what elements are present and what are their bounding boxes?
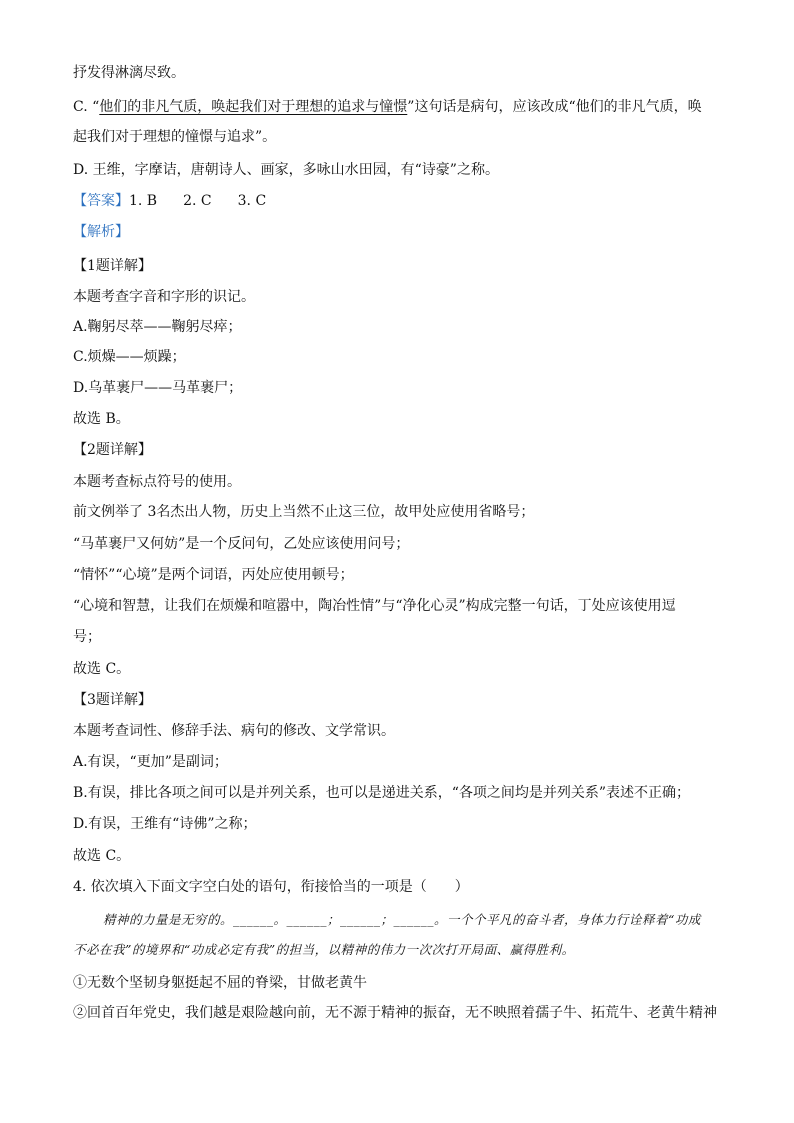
option-d-line: D. 王维，字摩诘，唐朝诗人、画家，多咏山水田园，有“诗豪”之称。 xyxy=(73,162,499,178)
text-line: A.鞠躬尽萃——鞠躬尽瘁； xyxy=(73,319,242,335)
text-line: 号； xyxy=(73,629,101,645)
text-line: D.有误，王维有“诗佛”之称； xyxy=(73,816,257,832)
passage-line: 精神的力量是无穷的。______。______；______；______。一个个平凡的奋斗者，身体力行诠释着“功成 xyxy=(103,912,701,927)
text-line: D.乌革裹尸——马革裹尸； xyxy=(73,380,243,396)
section-heading-3: 【3题详解】 xyxy=(73,692,152,708)
option-c-suffix: ”这句话是病句，应该改成“他们的非凡气质，唤 xyxy=(407,99,702,115)
text-line: 本题考查字音和字形的识记。 xyxy=(73,289,255,305)
passage-line: 不必在我”的境界和“功成必定有我”的担当，以精神的伟力一次次打开局面、赢得胜利。 xyxy=(73,942,575,957)
text-line: “情怀”“心境”是两个词语，丙处应使用顿号； xyxy=(73,567,354,583)
text-line: 前文例举了 3名杰出人物，历史上当然不止这三位，故甲处应使用省略号； xyxy=(73,504,535,520)
text-line: A.有误，“更加”是副词； xyxy=(73,754,228,770)
text-line: 故选 C。 xyxy=(73,848,131,864)
section-heading-2: 【2题详解】 xyxy=(73,442,152,458)
option-line: ②回首百年党史，我们越是艰险越向前，无不源于精神的振奋，无不映照着孺子牛、拓荒牛、老黄牛精神 xyxy=(73,1005,717,1021)
analysis-heading: 【解析】 xyxy=(73,224,129,240)
text-line: C.烦燥——烦躁； xyxy=(73,349,186,365)
text-line: “心境和智慧，让我们在烦燥和喧嚣中，陶冶性情”与“净化心灵”构成完整一句话，丁处应该使用逗 xyxy=(73,598,676,614)
text-line: 故选 B。 xyxy=(73,411,130,427)
text-line: 本题考查标点符号的使用。 xyxy=(73,474,241,490)
answer-tag: 【答案】 xyxy=(73,193,129,209)
text-line: “马革裹尸又何妨”是一个反问句，乙处应该使用问号； xyxy=(73,536,410,552)
answer-line xyxy=(73,191,723,211)
answer-3: 3. C xyxy=(237,193,267,209)
text-line: 故选 C。 xyxy=(73,661,131,677)
text-line: 起我们对于理想的憧憬与追求”。 xyxy=(73,129,277,145)
answer-2: 2. C xyxy=(183,193,212,209)
option-line: ①无数个坚韧身躯挺起不屈的脊梁，甘做老黄牛 xyxy=(73,975,367,991)
option-c-line xyxy=(73,97,723,117)
underlined-sentence: 他们的非凡气质，唤起我们对于理想的追求与憧憬 xyxy=(99,99,408,115)
text-line: 本题考查词性、修辞手法、病句的修改、文学常识。 xyxy=(73,723,395,739)
section-heading-1: 【1题详解】 xyxy=(73,258,152,274)
answer-1: 1. B xyxy=(129,193,158,209)
option-c-prefix: C. “ xyxy=(73,99,100,115)
text-line: 抒发得淋漓尽致。 xyxy=(73,65,185,81)
text-line: B.有误，排比各项之间可以是并列关系，也可以是递进关系，“各项之间均是并列关系”表述不正确； xyxy=(73,785,691,801)
question-4-stem: 4. 依次填入下面文字空白处的语句，衔接恰当的一项是（ ） xyxy=(73,879,469,895)
